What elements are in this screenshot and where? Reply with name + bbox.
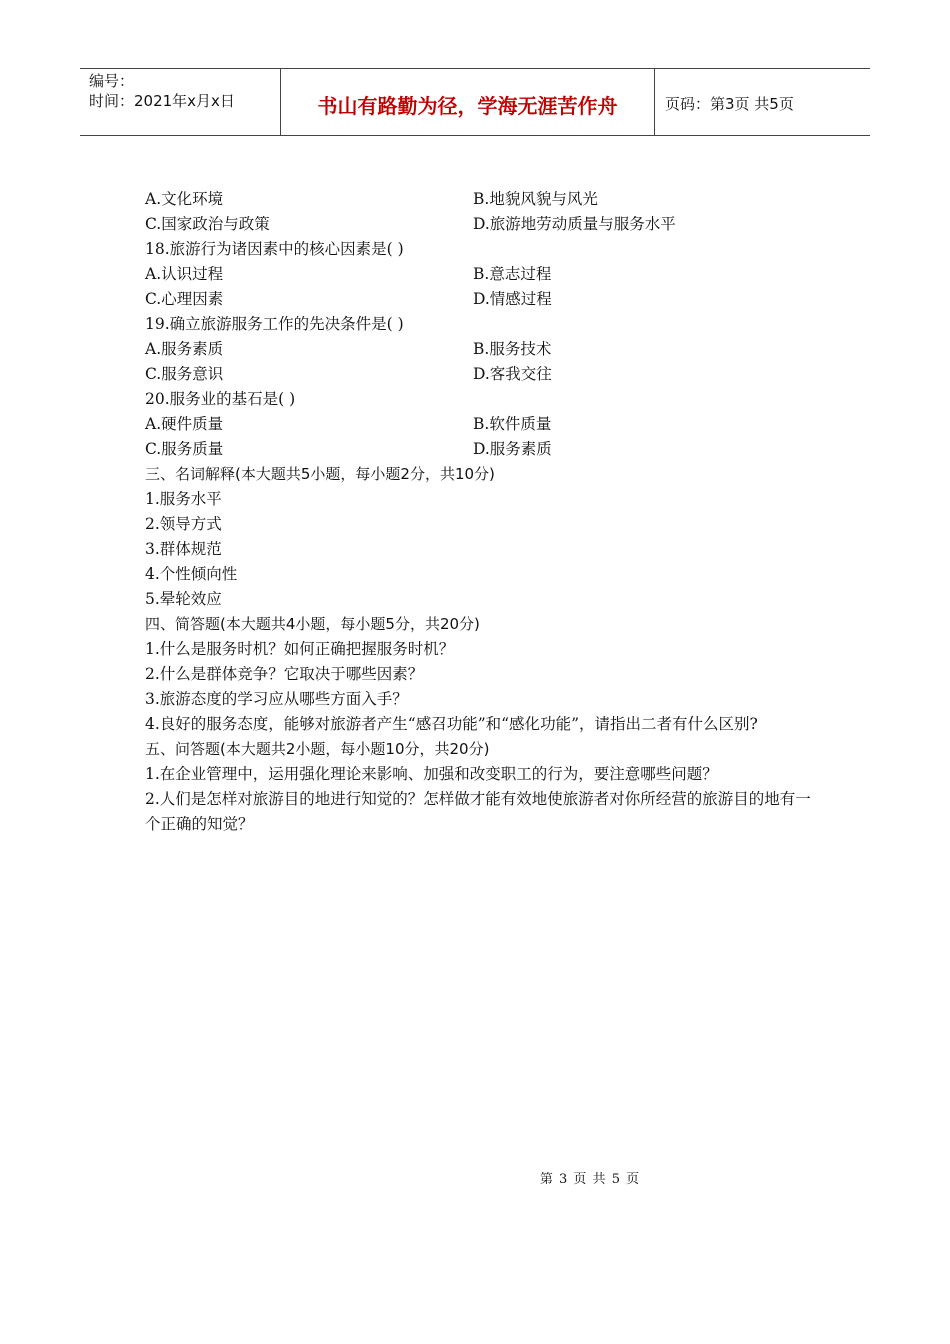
option-row: [145, 187, 815, 212]
option-a: A.认识过程: [145, 265, 224, 283]
option-d: D.客我交往: [473, 365, 552, 383]
option-row: [145, 337, 815, 362]
section-4-item: 4.良好的服务态度，能够对旅游者产生“感召功能”和“感化功能”，请指出二者有什么区别?: [145, 715, 758, 733]
exam-content: [145, 187, 815, 837]
option-b: B.地貌风貌与风光: [473, 190, 598, 208]
option-a: A.服务素质: [145, 340, 224, 358]
section-5-item: 1.在企业管理中，运用强化理论来影响、加强和改变职工的行为，要注意哪些问题？: [145, 765, 718, 783]
document-header: [80, 68, 870, 136]
question-20-stem: 20.服务业的基石是( ): [145, 390, 296, 408]
option-row: [145, 412, 815, 437]
time-label: 时间：2021年x月x日: [89, 92, 235, 110]
option-d: D.服务素质: [473, 440, 552, 458]
option-row: [145, 212, 815, 237]
header-page-info: 页码：第3页 共5页: [665, 94, 794, 113]
section-3-item: 5.晕轮效应: [145, 590, 222, 608]
section-3-item: 3.群体规范: [145, 540, 222, 558]
option-row: [145, 262, 815, 287]
section-5-item: 2.人们是怎样对旅游目的地进行知觉的？怎样做才能有效地使旅游者对你所经营的旅游目的地有一个正确的知觉？: [145, 790, 811, 833]
question-19-stem: 19.确立旅游服务工作的先决条件是( ): [145, 315, 404, 333]
page-footer: 第 3 页 共 5 页: [539, 1172, 641, 1187]
section-5-title: 五、问答题(本大题共2小题，每小题10分，共20分): [145, 740, 490, 758]
option-row: [145, 287, 815, 312]
section-3-item: 1.服务水平: [145, 490, 222, 508]
header-motto: 书山有路勤为径，学海无涯苦作舟: [281, 69, 655, 135]
option-row: [145, 362, 815, 387]
section-4-item: 3.旅游态度的学习应从哪些方面入手？: [145, 690, 408, 708]
option-b: B.软件质量: [473, 415, 552, 433]
section-3-item: 4.个性倾向性: [145, 565, 238, 583]
option-b: B.服务技术: [473, 340, 552, 358]
section-3-title: 三、名词解释(本大题共5小题，每小题2分，共10分): [145, 465, 495, 483]
option-c: C.国家政治与政策: [145, 215, 270, 233]
option-d: D.情感过程: [473, 290, 552, 308]
option-b: B.意志过程: [473, 265, 552, 283]
option-c: C.服务质量: [145, 440, 224, 458]
option-c: C.服务意识: [145, 365, 224, 383]
section-4-item: 1.什么是服务时机？如何正确把握服务时机？: [145, 640, 455, 658]
option-d: D.旅游地劳动质量与服务水平: [473, 215, 676, 233]
number-label: 编号：: [89, 72, 135, 90]
option-a: A.硬件质量: [145, 415, 224, 433]
option-c: C.心理因素: [145, 290, 224, 308]
option-a: A.文化环境: [145, 190, 224, 208]
section-4-item: 2.什么是群体竞争？它取决于哪些因素？: [145, 665, 424, 683]
question-18-stem: 18.旅游行为诸因素中的核心因素是( ): [145, 240, 404, 258]
option-row: [145, 437, 815, 462]
header-meta: [80, 69, 281, 135]
section-3-item: 2.领导方式: [145, 515, 222, 533]
section-4-title: 四、简答题(本大题共4小题，每小题5分，共20分): [145, 615, 480, 633]
